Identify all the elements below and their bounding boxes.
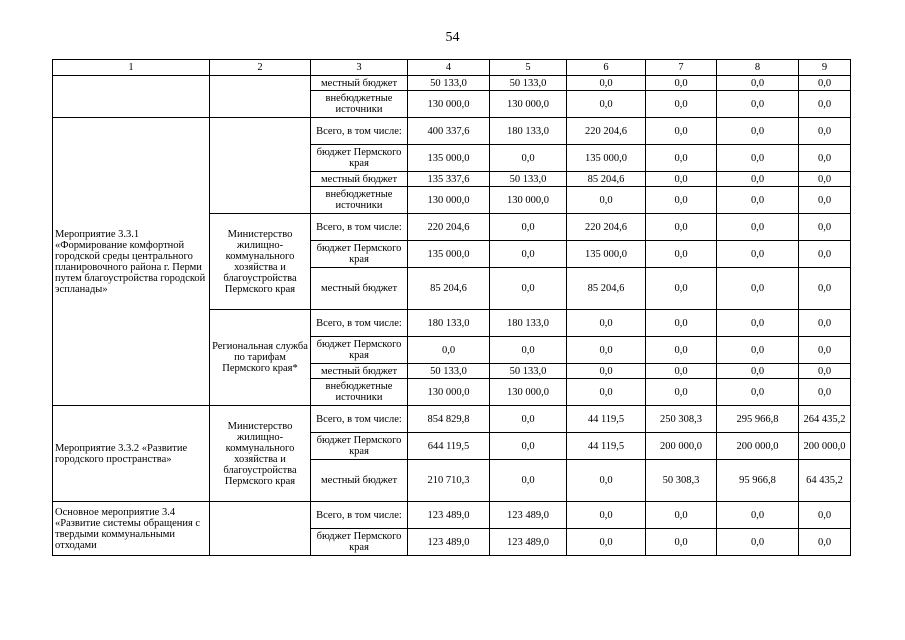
value-cell: 220 204,6: [408, 214, 490, 241]
value-cell: 0,0: [490, 460, 567, 502]
column-header: 4: [408, 60, 490, 76]
source-cell: местный бюджет: [311, 76, 408, 91]
value-cell: 0,0: [799, 337, 851, 364]
value-cell: 0,0: [799, 502, 851, 529]
value-cell: 95 966,8: [717, 460, 799, 502]
value-cell: 0,0: [567, 310, 646, 337]
value-cell: 0,0: [717, 76, 799, 91]
value-cell: 50 308,3: [646, 460, 717, 502]
value-cell: 0,0: [646, 91, 717, 118]
value-cell: 123 489,0: [408, 529, 490, 556]
value-cell: 0,0: [717, 337, 799, 364]
table-row: [53, 118, 851, 145]
source-cell: местный бюджет: [311, 364, 408, 379]
column-header: 8: [717, 60, 799, 76]
executor-cell: [210, 118, 311, 214]
value-cell: 130 000,0: [490, 187, 567, 214]
value-cell: 0,0: [799, 187, 851, 214]
value-cell: 130 000,0: [408, 91, 490, 118]
value-cell: 0,0: [717, 241, 799, 268]
value-cell: 220 204,6: [567, 214, 646, 241]
column-header: 6: [567, 60, 646, 76]
value-cell: 0,0: [567, 76, 646, 91]
header-row: [53, 60, 851, 76]
value-cell: 0,0: [717, 310, 799, 337]
value-cell: 180 133,0: [490, 118, 567, 145]
value-cell: 0,0: [799, 364, 851, 379]
source-cell: бюджет Пермского края: [311, 241, 408, 268]
value-cell: 130 000,0: [490, 379, 567, 406]
value-cell: 85 204,6: [567, 268, 646, 310]
source-cell: местный бюджет: [311, 460, 408, 502]
value-cell: 200 000,0: [717, 433, 799, 460]
value-cell: 0,0: [799, 145, 851, 172]
value-cell: 0,0: [717, 118, 799, 145]
value-cell: 0,0: [567, 364, 646, 379]
value-cell: 0,0: [717, 529, 799, 556]
value-cell: 0,0: [567, 502, 646, 529]
value-cell: 44 119,5: [567, 433, 646, 460]
value-cell: 400 337,6: [408, 118, 490, 145]
value-cell: 0,0: [646, 337, 717, 364]
value-cell: 180 133,0: [408, 310, 490, 337]
value-cell: 85 204,6: [567, 172, 646, 187]
source-cell: Всего, в том числе:: [311, 214, 408, 241]
executor-cell: Министерство жилищно-коммунального хозяйства и благоустройства Пермского края: [210, 214, 311, 310]
value-cell: 135 000,0: [408, 145, 490, 172]
source-cell: внебюджетные источники: [311, 187, 408, 214]
value-cell: 0,0: [646, 172, 717, 187]
event-cell: Основное мероприятие 3.4 «Развитие системы обращения с твердыми коммунальными отходами: [53, 502, 210, 556]
value-cell: 0,0: [717, 268, 799, 310]
executor-cell: Региональная служба по тарифам Пермского края*: [210, 310, 311, 406]
value-cell: 123 489,0: [490, 502, 567, 529]
column-header: 2: [210, 60, 311, 76]
column-header: 7: [646, 60, 717, 76]
value-cell: 200 000,0: [646, 433, 717, 460]
executor-cell: [210, 502, 311, 556]
value-cell: 0,0: [646, 118, 717, 145]
value-cell: 0,0: [799, 172, 851, 187]
value-cell: 0,0: [567, 187, 646, 214]
source-cell: Всего, в том числе:: [311, 118, 408, 145]
value-cell: 0,0: [799, 379, 851, 406]
value-cell: 123 489,0: [408, 502, 490, 529]
value-cell: 0,0: [799, 268, 851, 310]
value-cell: 0,0: [646, 76, 717, 91]
value-cell: 0,0: [490, 433, 567, 460]
value-cell: 0,0: [646, 502, 717, 529]
value-cell: 0,0: [717, 172, 799, 187]
event-cell: Мероприятие 3.3.2 «Развитие городского пространства»: [53, 406, 210, 502]
source-cell: внебюджетные источники: [311, 91, 408, 118]
value-cell: 0,0: [646, 145, 717, 172]
value-cell: 50 133,0: [490, 172, 567, 187]
value-cell: 135 337,6: [408, 172, 490, 187]
value-cell: 200 000,0: [799, 433, 851, 460]
value-cell: 0,0: [717, 214, 799, 241]
source-cell: бюджет Пермского края: [311, 145, 408, 172]
value-cell: 295 966,8: [717, 406, 799, 433]
value-cell: 0,0: [717, 91, 799, 118]
value-cell: 0,0: [646, 187, 717, 214]
budget-table: [52, 59, 851, 556]
value-cell: 0,0: [567, 379, 646, 406]
value-cell: 250 308,3: [646, 406, 717, 433]
value-cell: 0,0: [717, 187, 799, 214]
column-header: 5: [490, 60, 567, 76]
table-row: [53, 76, 851, 91]
value-cell: 0,0: [799, 529, 851, 556]
event-cell: Мероприятие 3.3.1 «Формирование комфортной городской среды центрального планировочного района г. Перми путем благоустройства городской эспланады»: [53, 118, 210, 406]
source-cell: бюджет Пермского края: [311, 433, 408, 460]
column-header: 3: [311, 60, 408, 76]
value-cell: 0,0: [490, 337, 567, 364]
value-cell: 180 133,0: [490, 310, 567, 337]
executor-cell: Министерство жилищно-коммунального хозяйства и благоустройства Пермского края: [210, 406, 311, 502]
value-cell: 644 119,5: [408, 433, 490, 460]
value-cell: 50 133,0: [490, 76, 567, 91]
value-cell: 0,0: [567, 337, 646, 364]
source-cell: внебюджетные источники: [311, 379, 408, 406]
source-cell: бюджет Пермского края: [311, 337, 408, 364]
value-cell: 0,0: [717, 364, 799, 379]
value-cell: 0,0: [490, 268, 567, 310]
value-cell: 123 489,0: [490, 529, 567, 556]
value-cell: 50 133,0: [408, 364, 490, 379]
source-cell: Всего, в том числе:: [311, 502, 408, 529]
value-cell: 130 000,0: [408, 379, 490, 406]
value-cell: 0,0: [799, 214, 851, 241]
value-cell: 50 133,0: [490, 364, 567, 379]
value-cell: 0,0: [717, 145, 799, 172]
value-cell: 0,0: [490, 214, 567, 241]
value-cell: 264 435,2: [799, 406, 851, 433]
value-cell: 0,0: [799, 91, 851, 118]
value-cell: 0,0: [646, 529, 717, 556]
value-cell: 0,0: [490, 241, 567, 268]
source-cell: местный бюджет: [311, 268, 408, 310]
value-cell: 44 119,5: [567, 406, 646, 433]
value-cell: 0,0: [646, 364, 717, 379]
value-cell: 0,0: [646, 214, 717, 241]
value-cell: 0,0: [717, 379, 799, 406]
value-cell: 0,0: [799, 241, 851, 268]
executor-cell: [210, 76, 311, 118]
value-cell: 0,0: [799, 118, 851, 145]
value-cell: 0,0: [567, 91, 646, 118]
value-cell: 854 829,8: [408, 406, 490, 433]
value-cell: 130 000,0: [408, 187, 490, 214]
value-cell: 50 133,0: [408, 76, 490, 91]
value-cell: 135 000,0: [567, 241, 646, 268]
page-number: 54: [445, 30, 460, 45]
value-cell: 0,0: [646, 268, 717, 310]
value-cell: 0,0: [490, 145, 567, 172]
value-cell: 0,0: [490, 406, 567, 433]
value-cell: 210 710,3: [408, 460, 490, 502]
value-cell: 130 000,0: [490, 91, 567, 118]
source-cell: бюджет Пермского края: [311, 529, 408, 556]
value-cell: 0,0: [646, 241, 717, 268]
value-cell: 64 435,2: [799, 460, 851, 502]
value-cell: 85 204,6: [408, 268, 490, 310]
source-cell: Всего, в том числе:: [311, 310, 408, 337]
value-cell: 0,0: [646, 379, 717, 406]
table-row: [53, 502, 851, 529]
table-row: [53, 406, 851, 433]
value-cell: 0,0: [408, 337, 490, 364]
value-cell: 0,0: [646, 310, 717, 337]
value-cell: 0,0: [567, 529, 646, 556]
column-header: 1: [53, 60, 210, 76]
value-cell: 0,0: [567, 460, 646, 502]
column-header: 9: [799, 60, 851, 76]
value-cell: 0,0: [799, 76, 851, 91]
value-cell: 135 000,0: [567, 145, 646, 172]
source-cell: местный бюджет: [311, 172, 408, 187]
source-cell: Всего, в том числе:: [311, 406, 408, 433]
value-cell: 0,0: [799, 310, 851, 337]
value-cell: 220 204,6: [567, 118, 646, 145]
value-cell: 0,0: [717, 502, 799, 529]
event-cell: [53, 76, 210, 118]
value-cell: 135 000,0: [408, 241, 490, 268]
